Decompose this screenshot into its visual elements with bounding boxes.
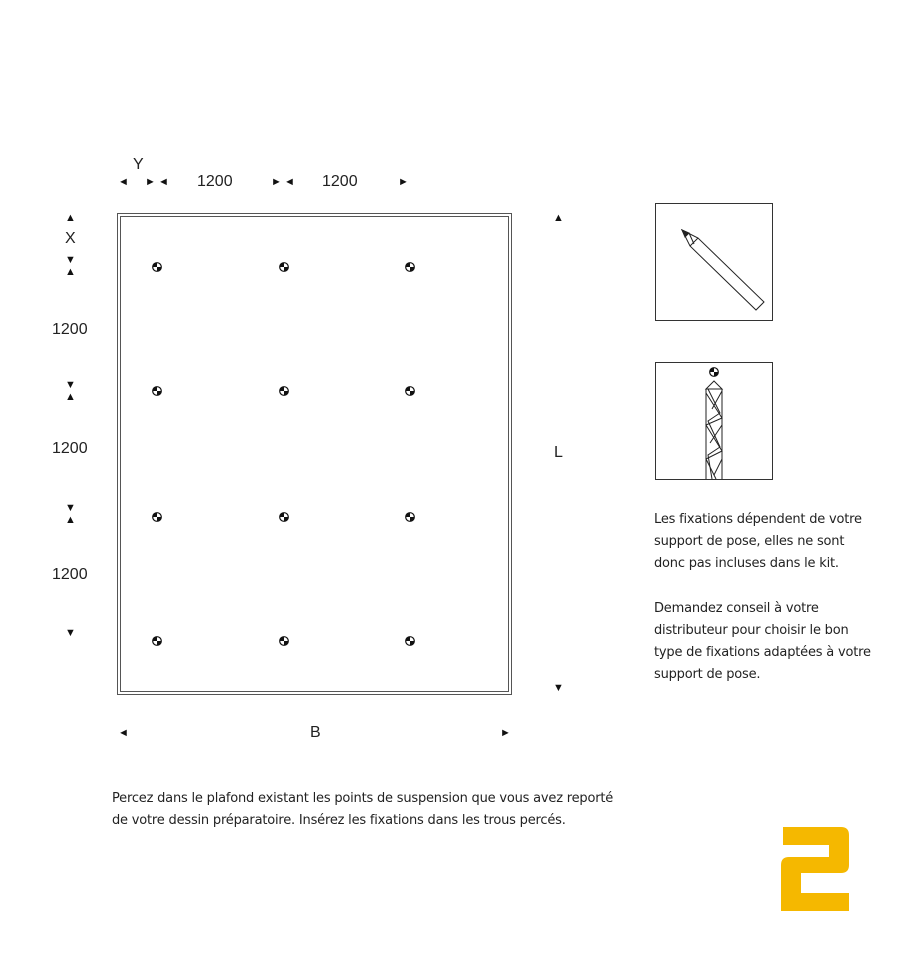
suspension-point-icon [279, 386, 289, 396]
note-line: Les fixations dépendent de votre [654, 512, 862, 527]
fixings-note [654, 509, 862, 575]
suspension-point-icon [405, 262, 415, 272]
drill-bit-icon [656, 363, 772, 479]
arrow-right-icon: ► [398, 176, 409, 188]
pencil-icon-box [655, 203, 773, 321]
length-label: L [554, 444, 563, 461]
instruction-line: de votre dessin préparatoire. Insérez les fixations dans les trous percés. [112, 813, 566, 828]
suspension-point-icon [152, 262, 162, 272]
arrow-up-icon: ▲ [65, 212, 76, 224]
note-line: type de fixations adaptées à votre [654, 645, 871, 660]
arrow-left-icon: ◄ [284, 176, 295, 188]
arrow-down-icon: ▼ [65, 627, 76, 639]
arrow-left-icon: ◄ [158, 176, 169, 188]
suspension-point-icon [152, 512, 162, 522]
suspension-point-icon [279, 636, 289, 646]
arrow-up-icon: ▲ [65, 514, 76, 526]
pencil-icon [656, 204, 772, 320]
arrow-down-icon: ▼ [65, 502, 76, 514]
note-line: Demandez conseil à votre [654, 601, 819, 616]
instruction-line: Percez dans le plafond existant les points de suspension que vous avez reporté [112, 791, 614, 806]
suspension-point-icon [405, 512, 415, 522]
suspension-point-icon [405, 386, 415, 396]
arrow-right-icon: ► [271, 176, 282, 188]
arrow-down-icon: ▼ [553, 682, 564, 694]
suspension-point-icon [152, 636, 162, 646]
note-line: distributeur pour choisir le bon [654, 623, 849, 638]
advice-note [654, 598, 871, 686]
left-spacing-1-label: 1200 [52, 321, 88, 338]
top-spacing-2-label: 1200 [322, 173, 358, 190]
suspension-point-icon [405, 636, 415, 646]
note-line: support de pose, elles ne sont [654, 534, 845, 549]
step-number [781, 827, 849, 911]
suspension-point-icon [152, 386, 162, 396]
width-label: B [310, 724, 321, 741]
offset-y-label: Y [133, 156, 144, 173]
arrow-right-icon: ► [500, 727, 511, 739]
note-line: support de pose. [654, 667, 761, 682]
instruction-text [112, 788, 613, 832]
left-spacing-2-label: 1200 [52, 440, 88, 457]
drill-bit-icon-box [655, 362, 773, 480]
arrow-up-icon: ▲ [65, 391, 76, 403]
ceiling-plan-inner-border [120, 216, 509, 692]
arrow-up-icon: ▲ [553, 212, 564, 224]
left-spacing-3-label: 1200 [52, 566, 88, 583]
arrow-left-icon: ◄ [118, 727, 129, 739]
ceiling-plan [117, 213, 512, 695]
suspension-point-icon [279, 262, 289, 272]
note-line: donc pas incluses dans le kit. [654, 556, 839, 571]
suspension-point-icon [279, 512, 289, 522]
arrow-down-icon: ▼ [65, 379, 76, 391]
arrow-up-icon: ▲ [65, 266, 76, 278]
arrow-down-icon: ▼ [65, 254, 76, 266]
top-spacing-1-label: 1200 [197, 173, 233, 190]
offset-x-label: X [65, 230, 76, 247]
arrow-right-icon: ► [145, 176, 156, 188]
arrow-left-icon: ◄ [118, 176, 129, 188]
